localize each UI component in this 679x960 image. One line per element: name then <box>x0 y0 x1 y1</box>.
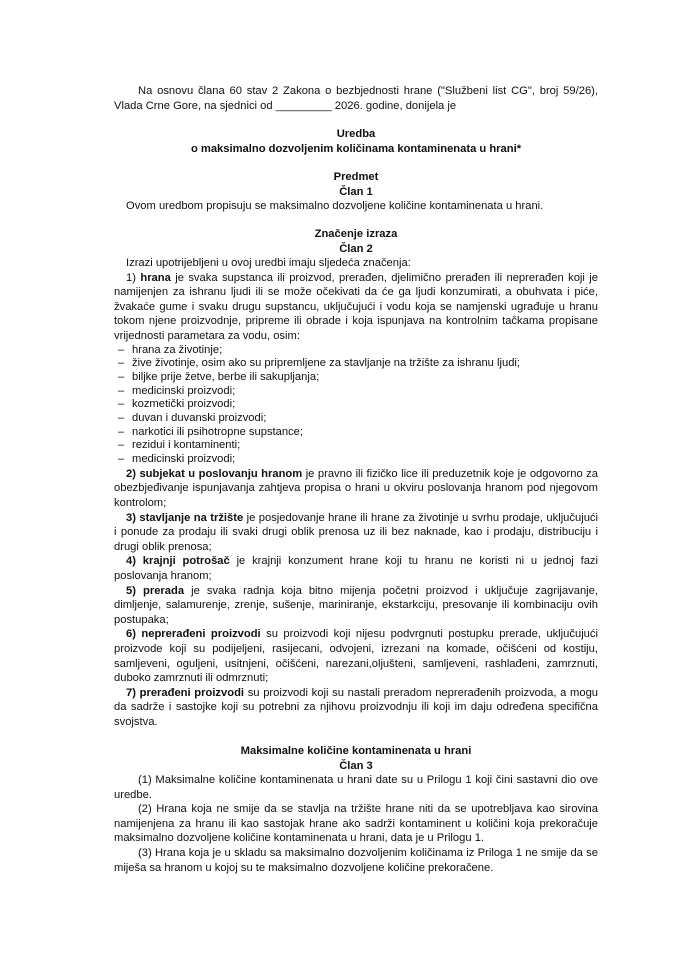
list-item: – kozmetički proizvodi; <box>118 398 598 412</box>
article-2-intro: Izrazi upotrijebljeni u ovoj uredbi imaju sljedeća značenja: <box>126 257 411 269</box>
article-3-body <box>114 773 598 875</box>
definition-6: 6) neprerađeni proizvodi su proizvodi koji nijesu podvrgnuti postupku prerade, uključujući proizvode koji su podijeljeni, rasijecani, odvojeni, izrezani na komade, očišćeni od kostiju, samljeveni, oguljeni, usitnjeni, očišćeni, narezani,oljušteni, samljeveni, rashlađeni, zamrznuti, duboko zamrznuti ili odmrznuti; <box>114 628 598 685</box>
definition-4-text: je krajnji konzument hrane koji tu hranu ne koristi ni u jednoj fazi poslovanja hranom; <box>114 555 599 583</box>
article-3-header <box>114 744 598 773</box>
definition-1-text: je svaka supstanca ili proizvod, prerađen, djelimično prerađen ili neprerađen koji je namijenjen za ishranu ljudi ili se može očekivati da će ga ljudi konzumirati, a obuhvata i piće, žvakaće gume i svaku drugu supstancu, uključujući i vodu koja se namjenski ugrađuje u hranu tokom njene proizvodnje, pripreme ili obrade i koja ispunjava na kontrolnim tačkama propisane vrijednosti parametara za vodu, osim: <box>114 271 598 342</box>
preamble-text: Na osnovu člana 60 stav 2 Zakona o bezbjednosti hrane ("Službeni list CG", broj 59/26), Vlada Crne Gore, na sjednici od _________ 2026. godine, donijela je <box>114 85 598 112</box>
article-3-heading: Maksimalne količine kontaminenata u hrani <box>240 745 472 757</box>
definition-5: 5) prerada je svaka radnja koja bitno mijenja početni proizvod i uključuje zagrijavanje, dimljenje, salamurenje, zrenje, sušenje, mariniranje, ekstarkciju, presovanje ili kombinaciju ovih postupaka; <box>114 584 598 626</box>
definition-4: 4) krajnji potrošač je krajnji konzument hrane koji tu hranu ne koristi ni u jednoj fazi poslovanja hranom; <box>114 555 599 583</box>
definition-6-term: neprerađeni proizvodi <box>141 628 261 641</box>
definition-2: 2) subjekat u poslovanju hranom je pravno ili fizičko lice ili preduzetnik koje je odgovorno za obezbjeđivanje ispunjavanja zahtjeva propisa o hrani u okviru poslovanja hranom pod njegovom kontrolom; <box>114 467 598 510</box>
article-2-number: Član 2 <box>339 242 373 255</box>
definition-2-term: subjekat u poslovanju hranom <box>139 467 303 480</box>
list-item: – hrana za životinje; <box>118 344 598 358</box>
definition-5-text: je svaka radnja koja bitno mijenja početni proizvod i uključuje zagrijavanje, dimljenje, salamurenje, zrenje, sušenje, mariniranje, ekstarkciju, presovanje ili kombinaciju ovih postupaka; <box>114 584 598 626</box>
list-item: – žive životinje, osim ako su pripremljene za stavljanje na tržište za ishranu ljudi; <box>118 357 598 371</box>
definition-1-term: hrana <box>140 271 171 284</box>
list-item: – medicinski proizvodi; <box>118 453 598 467</box>
definition-3-text: je posjedovanje hrane ili hrane za životinje u svrhu prodaje, uključujući i ponude za prodaju ili svaki drugi oblik prenosa uz ili bez naknade, kao i prodaju, distribuciju i drugi oblik prenosa; <box>114 511 599 553</box>
definition-7: 7) prerađeni proizvodi su proizvodi koji su nastali preradom neprerađenih proizvoda, a mogu da sadrže i sastojke koji su potrebni za njihovu proizvodnju ili koji im daju određena specifična svojstva. <box>114 686 599 728</box>
article-1-number: Član 1 <box>339 185 373 198</box>
definition-7-text: su proizvodi koji su nastali preradom neprerađenih proizvoda, a mogu da sadrže i sastojke koji su potrebni za njihovu proizvodnju ili koji im daju određena specifična svojstva. <box>114 686 599 728</box>
article-1-text: Ovom uredbom propisuju se maksimalno dozvoljene količine kontaminenata u hrani. <box>126 200 544 212</box>
article-1-body <box>114 199 598 214</box>
article-2-header <box>114 227 598 256</box>
definition-1: 1) hrana je svaka supstanca ili proizvod, prerađen, djelimično prerađen ili neprerađen koji je namijenjen za ishranu ljudi ili se može očekivati da će ga ljudi konzumirati, a obuhvata i piće, žvakaće gume i svaku drugu supstancu, uključujući i vodu koja se namjenski ugrađuje u hranu tokom njene proizvodnje, pripreme ili obrade i koja ispunjava na kontrolnim tačkama propisane vrijednosti parametara za vodu, osim: <box>114 271 598 342</box>
definition-7-term: prerađeni proizvodi <box>139 686 245 699</box>
article-2-heading: Značenje izraza <box>314 228 398 240</box>
definition-2-text: je pravno ili fizičko lice ili preduzetnik koje je odgovorno za obezbjeđivanje ispunjavanja zahtjeva propisa o hrani u okviru poslovanja hranom pod njegovom kontrolom; <box>114 467 598 510</box>
article-3-paragraph-2: (2) Hrana koja ne smije da se stavlja na tržište hrane niti da se upotrebljava kao sirovina namijenjena za hranu ili kao sastojak hrane ako sadrži kontaminent u količini koja prekoračuje maksimalno dozvoljene količine kontaminenata u hrani, data je u Prilogu 1. <box>114 803 598 845</box>
list-item: – rezidui i kontaminenti; <box>118 439 598 453</box>
article-3-paragraph-1: (1) Maksimalne količine kontaminenata u hrani date su u Prilogu 1 koji čini sastavni dio ove uredbe. <box>114 774 598 801</box>
preamble <box>114 84 598 113</box>
definition-6-text: su proizvodi koji nijesu podvrgnuti postupku prerade, uključujući proizvode koji su podijeljeni, rasijecani, odvojeni, izrezani na komade, očišćeni od kostiju, samljeveni, oguljeni, usitnjeni, očišćeni, narezani,oljušteni, samljeveni, rashlađeni, zamrznuti, duboko zamrznuti ili odmrznuti; <box>114 628 598 685</box>
definition-4-term: krajnji potrošač <box>142 555 230 568</box>
title-line-1: Uredba <box>336 128 376 140</box>
title-line-2: o maksimalno dozvoljenim količinama kontaminenata u hrani* <box>190 142 522 155</box>
article-3-paragraph-3: (3) Hrana koja je u skladu sa maksimalno dozvoljenim količinama iz Priloga 1 ne smije da se miješa sa hranom u kojoj su te maksimalno dozvoljene količine prekoračene. <box>114 846 598 874</box>
list-item: – narkotici ili psihotropne supstance; <box>118 426 598 440</box>
article-1-header <box>114 170 598 199</box>
definition-3: 3) stavljanje na tržište je posjedovanje hrane ili hrane za životinje u svrhu prodaje, uključujući i ponude za prodaju ili svaki drugi oblik prenosa uz ili bez naknade, kao i prodaju, distribuciju i drugi oblik prenosa; <box>114 511 599 553</box>
list-item: – duvan i duvanski proizvodi; <box>118 412 598 426</box>
definition-5-term: prerada <box>143 584 185 597</box>
article-3-number: Član 3 <box>339 759 373 772</box>
exclusions-list <box>114 344 598 467</box>
article-1-heading: Predmet <box>333 171 379 183</box>
document-title <box>114 127 598 156</box>
list-item: – biljke prije žetve, berbe ili sakupljanja; <box>118 371 598 385</box>
definition-3-term: stavljanje na tržište <box>139 511 244 524</box>
article-2-body <box>114 256 598 730</box>
list-item: – medicinski proizvodi; <box>118 385 598 399</box>
